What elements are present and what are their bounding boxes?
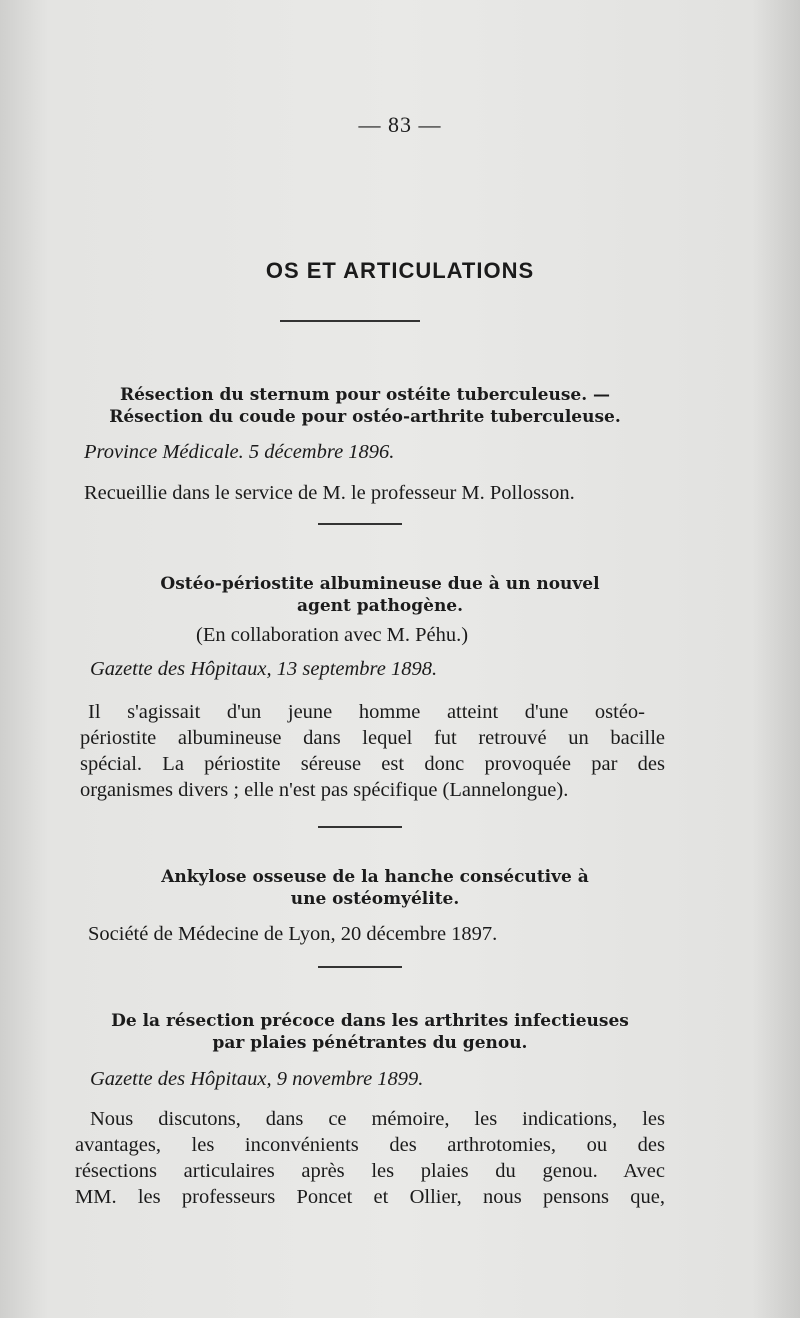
heading-line: Ostéo-périostite albumineuse due à un nouvel [160, 574, 600, 594]
entry-heading [70, 384, 660, 428]
entry-divider [318, 826, 402, 828]
body-line: périostite albumineuse dans lequel fut retrouvé un bacille [80, 727, 665, 749]
heading-line: agent pathogène. [296, 596, 464, 616]
heading-line: par plaies pénétrantes du genou. [212, 1033, 528, 1053]
entry-heading [90, 866, 660, 910]
entry-divider [318, 523, 402, 525]
entry-source: Province Médicale. 5 décembre 1896. [84, 441, 395, 463]
body-line: résections articulaires après les plaies du genou. Avec [75, 1160, 665, 1182]
body-line: organismes divers ; elle n'est pas spécifique (Lannelongue). [80, 779, 569, 801]
collaboration-note: (En collaboration avec M. Péhu.) [196, 624, 469, 646]
page-number: — 83 — [358, 112, 442, 137]
entry-heading [60, 1010, 680, 1054]
heading-line: Résection du coude pour ostéo-arthrite tuberculeuse. [109, 407, 621, 427]
entry-source: Gazette des Hôpitaux, 9 novembre 1899. [90, 1068, 424, 1090]
heading-line: une ostéomyélite. [290, 889, 460, 909]
section-title: OS ET ARTICULATIONS [265, 258, 535, 283]
body-line: Il s'agissait d'un jeune homme atteint d'une ostéo- [88, 701, 645, 723]
heading-line: Ankylose osseuse de la hanche consécutive à [161, 867, 589, 887]
entry-divider [318, 966, 402, 968]
entry-source: Gazette des Hôpitaux, 13 septembre 1898. [90, 658, 438, 680]
heading-line: De la résection précoce dans les arthrites infectieuses [111, 1011, 629, 1031]
title-divider [280, 320, 420, 322]
body-line: avantages, les inconvénients des arthrotomies, ou des [75, 1134, 665, 1156]
body-line: Nous discutons, dans ce mémoire, les indications, les [90, 1108, 665, 1130]
body-line: spécial. La périostite séreuse est donc provoquée par des [80, 753, 665, 775]
entry-heading [80, 573, 680, 617]
body-line: MM. les professeurs Poncet et Ollier, nous pensons que, [75, 1186, 665, 1208]
entry-source: Société de Médecine de Lyon, 20 décembre 1897. [88, 923, 498, 945]
heading-line: Résection du sternum pour ostéite tuberculeuse. — [119, 385, 611, 405]
entry-note: Recueillie dans le service de M. le professeur M. Pollosson. [84, 482, 575, 504]
